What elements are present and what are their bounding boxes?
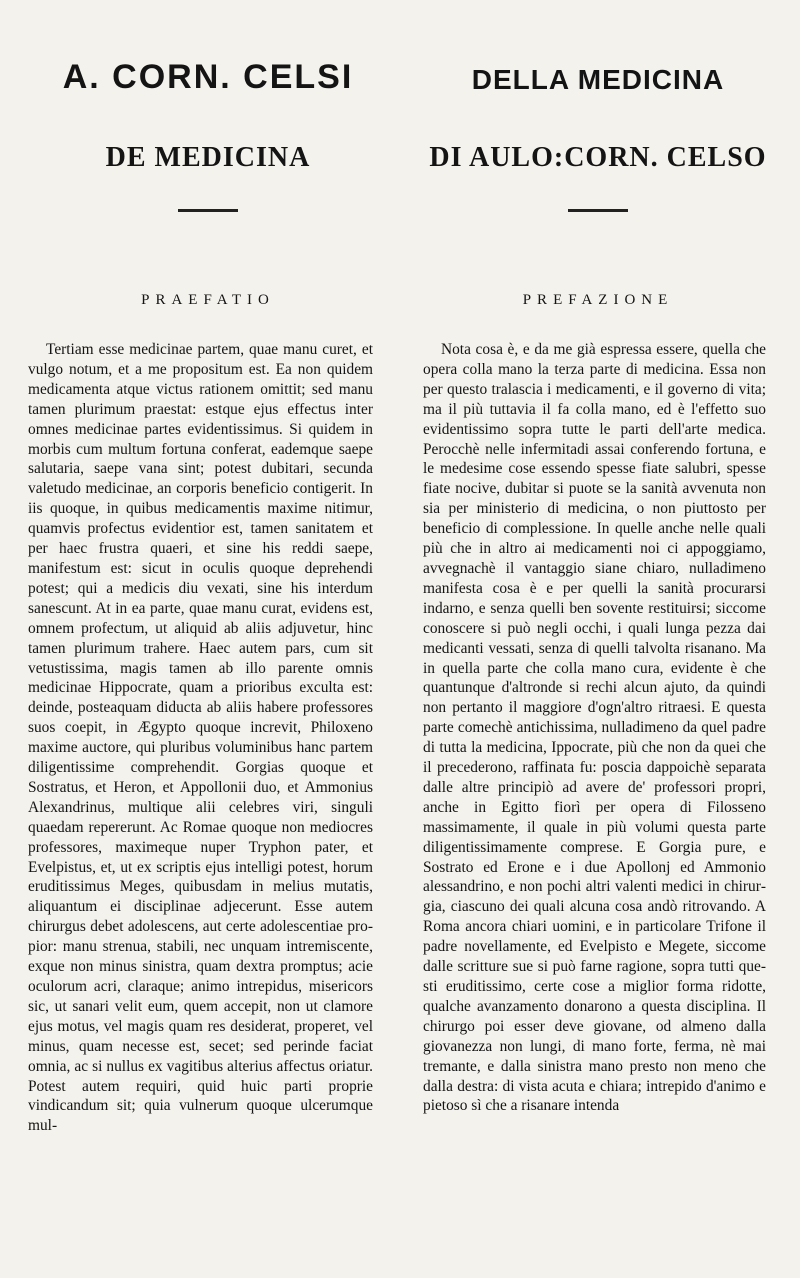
latin-divider bbox=[178, 209, 238, 212]
latin-section-heading: PRAEFATIO bbox=[141, 292, 275, 308]
italian-title: DELLA MEDICINA bbox=[471, 64, 725, 95]
italian-body-text: Nota cosa è, e da me già espressa essere, quella che opera colla mano la terza parte di medicina. Essa non per questo tralascia i medicamenti, e il governo di vita; ma il più tuttavia il fa colla mano, ed è l'effetto suo evidentissimo sopra tutte le parti dell'arte medica. Perocchè nelle infermitadi assai conferendo fortuna, e le medesime cose essendo spesse fiate salubri, spesse fiate nocive, dubitar si puote se la sanità avvenuta non sia per ministerio di medicina, o non piuttosto per beneficio di complessione. In quelle anche nelle quali più che in altro ai medicamenti noi ci appoggiamo, avvegnachè il vantaggio siane chiaro, nulladimeno manifesta cosa è e per quelli la sanità procurarsi indarno, e senza quelli ben sovente restituirsi; siccome conoscere si può negli occhi, i quali lunga pezza dai medicanti vessati, senza di quelli talvolta risanano. Ma in quella parte che colla mano cura, evidente è che quantunque d'altronde si rechi alcun ajuto, da quindi non pertanto il maggiore d'ogn'altro ritraesi. E questa parte comechè antichissima, nulladimeno da quel padre di tutta la medicina, Ippocrate, più che non da quei che il precederono, raffinata fu: poscia dappoichè separata dalle altre principiò ad avere de' professori propri, anche in Egitto fiorì per opera di Filosseno massimamente, il quale in più volumi questa parte diligentissimamente comprese. E Gorgia pure, e Sostrato ed Erone e i due Apollonj ed Ammonio alessandrino, e non pochi altri valenti medici in chirurgia, ciascuno dei quali alcuna cosa andò ritrovando. A Roma ancora chiari uomini, e in particolare Trifone il padre novellamente, ed Evelpisto e Megete, siccome dalle scritture sue si può farne ragione, sopra tutti questi eruditissimo, certe cose a miglior forma ridotte, qualche avanzamento donarono a questa disciplina. Il chirurgo poi esser deve giovane, od almeno dalla giovanezza non lungi, di mano forte, ferma, nè mai tremante, e dalla sinistra mano presto non meno che dalla destra: di vista acuta e chiara; intrepido d'animo e pietoso sì che a risanare intenda bbox=[423, 341, 766, 1115]
italian-subtitle: DI AULO:CORN. CELSO bbox=[429, 142, 767, 173]
latin-subtitle: DE MEDICINA bbox=[105, 142, 311, 173]
latin-title: A. CORN. CELSI bbox=[62, 58, 354, 96]
italian-section-heading: PREFAZIONE bbox=[522, 292, 674, 308]
italian-divider bbox=[568, 209, 628, 212]
latin-body-text: Tertiam esse medicinae partem, quae manu curet, et vulgo notum, et a me propositum est. Ea non quidem medicamenta atque victus rationem omittit; sed manu tamen plurimum praestat: estque ejus effectus inter omnes medicinae partes evidentissimus. Si quidem in morbis cum multum fortuna conferat, eademque saepe salutaria, saepe vana sint; potest dubitari, secunda valetudo medicinae, an corporis beneficio contigerit. In iis quoque, in quibus medicamentis maxime nitimur, quamvis profectus evidentior est, tamen sanitatem et per haec frustra quaeri, et sine his reddi saepe, manifestum est: sicut in oculis quoque deprehendi potest; qui a medicis diu vexati, sine his interdum sanescunt. At in ea parte, quae manu curat, evidens est, omnem profectum, ut aliquid ab aliis adjuvetur, hinc tamen plurimum trahere. Haec autem pars, cum sit vetustissima, magis tamen ab illo parente omnis medicinae Hippocrate, quam a prioribus exculta est: deinde, posteaquam diducta ab aliis habere professores suos coepit, in Ægypto quoque increvit, Philoxeno maxime auctore, qui pluribus voluminibus hanc partem diligentissime comprehendit. Gorgias quoque et Sostratus, et Heron, et Appollonii duo, et Ammonius Alexandrinus, multique alii celebres viri, singuli quaedam repererunt. Ac Romae quoque non mediocres professores, maximeque nuper Tryphon pater, et Evelpistus, et, ut ex scriptis ejus intelligi potest, horum eruditissimus Meges, quibusdam in melius mutatis, aliquantum ei disciplinae adjecerunt. Esse autem chirurgus debet adolescens, aut certe adolescentiae propior: manu strenua, stabili, nec unquam intremiscente, exque non minus sinistra, quam dextra promptus; acie oculorum acri, claraque; animo intrepidus, misericors sic, ut sanari velit eum, quem accepit, non ut clamore ejus motus, vel magis quam res desiderat, properet, vel minus, quam necesse est, secet; sed perinde faciat omnia, ac si nullus ex vagitibus alterius affectus oriatur. Potest autem requiri, quid huic parti proprie vindicandum sit; quia vulnerum quoque ulcerumque mul- bbox=[28, 341, 373, 1135]
